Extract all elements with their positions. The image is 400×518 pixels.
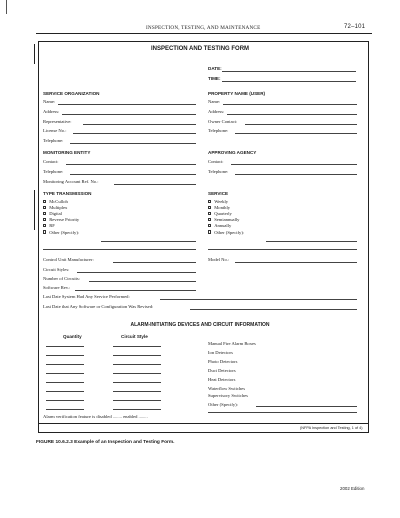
last-config-date: Last Date that Any Software or Configuration Was Revised: (43, 304, 154, 309)
field-line (245, 124, 357, 125)
option-label: Semiannually (214, 217, 240, 223)
circuit-blank (113, 355, 161, 356)
circuit-styles: Circuit Styles: (43, 267, 70, 272)
alarm-heading: ALARM-INITIATING DEVICES AND CIRCUIT INFORMATION (130, 322, 270, 328)
service-option (208, 217, 244, 223)
approving-telephone: Telephone: (208, 169, 229, 174)
field-line (70, 174, 196, 175)
field-line (89, 281, 196, 282)
circuit-blank (113, 400, 161, 401)
field-line (208, 412, 357, 413)
running-header-page: 72–101 (344, 24, 366, 30)
device-label: Photo Detectors (208, 359, 238, 364)
checkbox-icon (208, 224, 211, 227)
checkbox-icon (208, 206, 211, 209)
field-line (62, 114, 196, 115)
checkbox-icon (43, 206, 46, 209)
header-rule (36, 33, 372, 34)
approving-heading: APPROVING AGENCY (208, 150, 257, 155)
checkbox-icon (43, 212, 46, 215)
transmission-option (43, 229, 79, 235)
margin-bar-mid (34, 190, 35, 230)
field-line (223, 104, 357, 105)
service-org-heading: SERVICE ORGANIZATION (43, 91, 100, 96)
field-line (231, 164, 357, 165)
field-line (83, 124, 196, 125)
option-label: Quarterly (214, 210, 232, 216)
field-line (190, 309, 357, 310)
transmission-options (43, 198, 79, 235)
property-telephone: Telephone: (208, 128, 229, 133)
checkbox-icon (43, 218, 46, 221)
device-label: Manual Fire Alarm Boxes (208, 341, 256, 346)
field-line (235, 262, 357, 263)
quantity-blank (46, 391, 84, 392)
quantity-blank (46, 355, 84, 356)
field-line (235, 174, 357, 175)
circuit-blank (113, 409, 161, 410)
field-line (114, 184, 196, 185)
checkbox-icon (43, 224, 46, 227)
number-of-circuits: Number of Circuits: (43, 276, 80, 281)
option-label: Multiplex (49, 204, 68, 210)
property-address: Address: (208, 109, 225, 114)
quantity-blank (46, 364, 84, 365)
circuit-blank (113, 382, 161, 383)
option-label: Monthly (214, 204, 231, 210)
control-manufacturer: Control Unit Manufacturer: (43, 257, 94, 262)
monitoring-heading: MONITORING ENTITY (43, 150, 91, 155)
circuit-blank (113, 364, 161, 365)
device-label: Heat Detectors (208, 377, 236, 382)
option-label: Other (Specify): (214, 229, 245, 235)
service-org-address: Address: (43, 109, 60, 114)
transmission-option (43, 217, 79, 223)
software-rev: Software Rev.: (43, 285, 71, 290)
field-line (160, 299, 357, 300)
running-header-title: INSPECTION, TESTING, AND MAINTENANCE (146, 25, 261, 31)
service-options (208, 198, 244, 235)
time-line (222, 81, 356, 82)
last-service-date: Last Date System Had Any Service Performed: (43, 294, 130, 299)
figure-caption: FIGURE 10.6.2.3 Example of an Inspection and Testing Form. (36, 440, 175, 445)
column-quantity: Quantity (63, 334, 82, 339)
control-model: Model No.: (208, 257, 230, 262)
quantity-blank (46, 373, 84, 374)
quantity-blank (46, 400, 84, 401)
field-line (208, 249, 357, 250)
device-label: Duct Detectors (208, 368, 236, 373)
option-label: Reverse Priority (49, 217, 80, 223)
form-footer-rule (38, 423, 369, 424)
field-line (101, 241, 196, 242)
alarm-verification: Alarm verification feature is disabled ........ enabled ........ (43, 414, 148, 419)
field-line (66, 164, 196, 165)
checkbox-icon (43, 200, 46, 203)
checkbox-icon (208, 200, 211, 203)
field-line (227, 114, 357, 115)
property-name: Name: (208, 99, 221, 104)
form-footer-note: (NFPA Inspection and Testing, 1 of 4) (300, 426, 363, 430)
option-label: Digital (49, 210, 62, 216)
checkbox-icon (208, 218, 211, 221)
field-line (113, 262, 196, 263)
device-label: Supervisory Switches (208, 393, 248, 398)
option-label: RF (49, 223, 55, 229)
crop-mark (6, 0, 7, 14)
service-org-telephone: Telephone: (43, 138, 64, 143)
transmission-heading: TYPE TRANSMISSION (43, 191, 92, 196)
device-label: Waterflow Switches (208, 386, 246, 391)
field-line (58, 104, 196, 105)
form-title: INSPECTION AND TESTING FORM (150, 46, 250, 52)
service-org-name: Name: (43, 99, 56, 104)
field-line (43, 249, 196, 250)
service-option (208, 229, 244, 235)
option-label: Other (Specify): (49, 229, 80, 235)
edition-label: 2002 Edition (340, 486, 365, 491)
field-line (70, 143, 196, 144)
quantity-blank (46, 409, 84, 410)
circuit-blank (113, 391, 161, 392)
option-label: McCulloh (49, 198, 68, 204)
date-line (222, 71, 356, 72)
service-heading: SERVICE (208, 191, 229, 196)
checkbox-icon (208, 230, 211, 233)
circuit-blank (113, 346, 161, 347)
approving-contact: Contact: (208, 159, 224, 164)
circuit-blank (113, 373, 161, 374)
field-line (266, 241, 357, 242)
quantity-blank (46, 346, 84, 347)
field-line (235, 133, 357, 134)
checkbox-icon (43, 230, 46, 233)
date-label: DATE: (208, 66, 222, 71)
monitoring-telephone: Telephone: (43, 169, 64, 174)
monitoring-account: Monitoring Account Ref. No.: (43, 179, 99, 184)
option-label: Annually (214, 223, 232, 229)
property-heading: PROPERTY NAME (USER) (208, 91, 266, 96)
property-owner-contact: Owner Contact: (208, 119, 238, 124)
field-line (77, 272, 196, 273)
time-label: TIME: (208, 76, 221, 81)
form-frame (38, 41, 369, 433)
device-label: Ion Detectors (208, 350, 233, 355)
checkbox-icon (208, 212, 211, 215)
device-label: Other (Specify): (208, 402, 238, 407)
column-circuit-style: Circuit Style (121, 334, 148, 339)
monitoring-contact: Contact: (43, 159, 59, 164)
service-org-representative: Representative: (43, 119, 72, 124)
field-line (256, 406, 357, 407)
field-line (75, 290, 196, 291)
service-org-license: License No.: (43, 128, 67, 133)
field-line (73, 133, 196, 134)
quantity-blank (46, 382, 84, 383)
option-label: Weekly (214, 198, 229, 204)
